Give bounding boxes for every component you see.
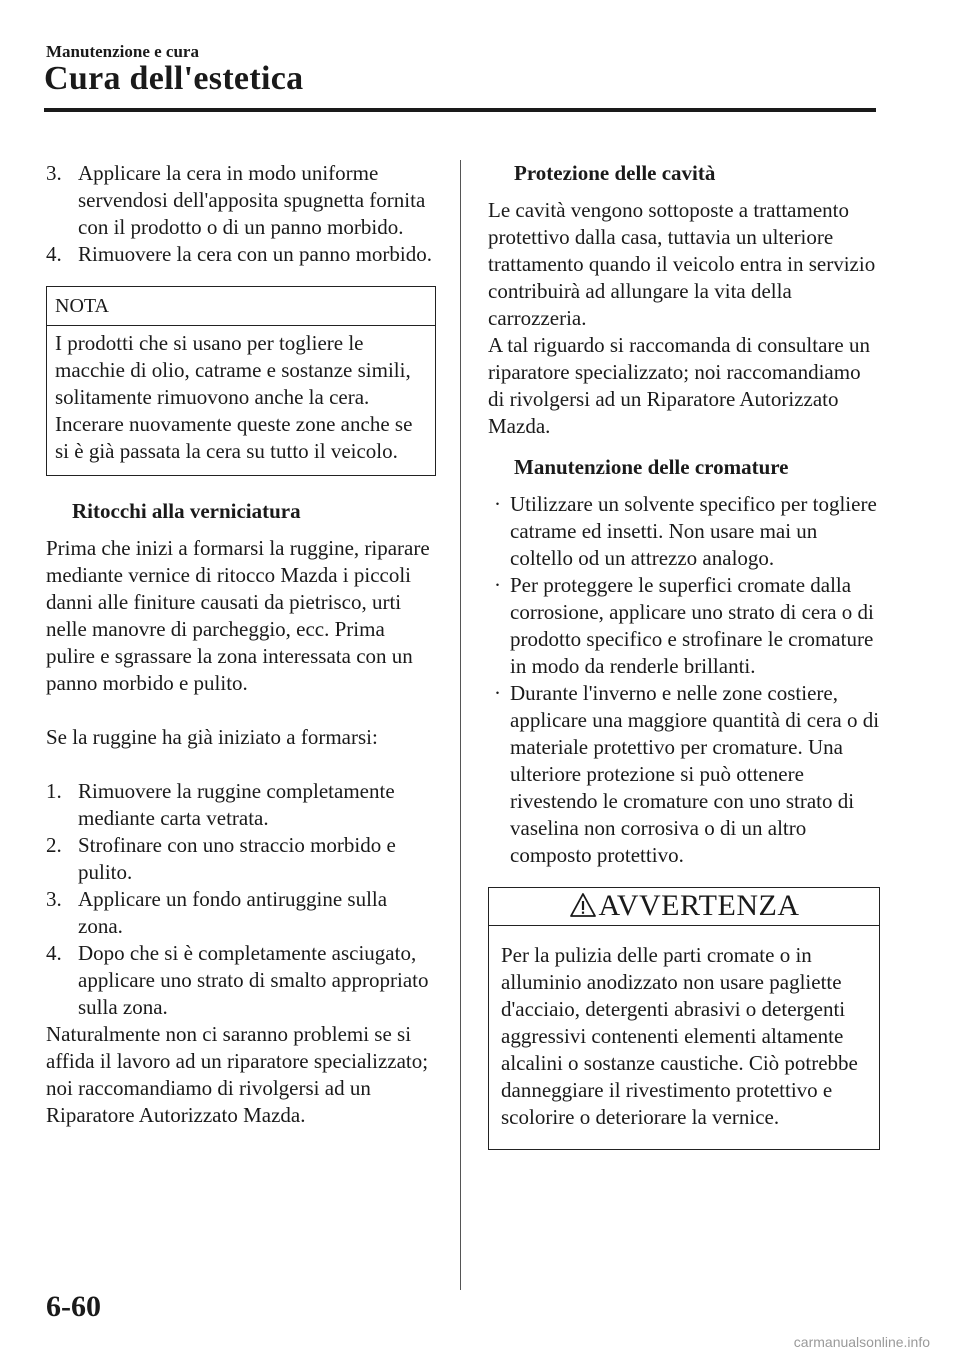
watermark: carmanualsonline.info <box>793 1334 930 1350</box>
note-text: I prodotti che si usano per togliere le macchie di olio, catrame e sostanze simili, solitamente rimuovono anche la cera. Incerare nuovamente queste zone anche se si è già passata la cera su tutto il veicolo. <box>55 331 413 463</box>
step-text: Applicare un fondo antiruggine sulla zona. <box>78 887 388 938</box>
step-text: Applicare la cera in modo uniforme servendosi dell'apposita spugnetta fornita con il prodotto o di un panno morbido. <box>78 161 426 239</box>
touchup-lead: Se la ruggine ha già iniziato a formarsi: <box>46 725 378 749</box>
cavity-paragraph-2: A tal riguardo si raccomanda di consultare un riparatore specializzato; noi raccomandiamo di rivolgersi ad un Riparatore Autorizzato Mazda. <box>488 333 870 438</box>
list-item <box>488 572 880 680</box>
list-item <box>46 778 436 832</box>
chrome-bullets <box>488 491 880 869</box>
step-number: 3. <box>46 161 62 185</box>
step-text: Rimuovere la cera con un panno morbido. <box>78 242 432 266</box>
cavity-heading: Protezione delle cavità <box>514 161 716 185</box>
page-title: Cura dell'estetica <box>44 60 304 97</box>
list-item <box>46 940 436 1021</box>
list-item <box>488 680 880 869</box>
bullet-text: Per proteggere le superfici cromate dalla corrosione, applicare uno strato di cera o di prodotto specifico e strofinare le cromature in modo da renderle brillanti. <box>510 573 874 678</box>
chrome-heading: Manutenzione delle cromature <box>514 455 789 479</box>
section-label: Manutenzione e cura <box>46 42 199 61</box>
wax-steps <box>46 160 436 268</box>
step-number: 2. <box>46 833 62 857</box>
warning-text: Per la pulizia delle parti cromate o in alluminio anodizzato non usare pagliette d'acciaio, detergenti abrasivi o detergenti aggressivi contenenti elementi altamente alcalini o sostanze caustiche. Ciò potrebbe danneggiare il rivestimento protettivo e scolorire o deteriorare la vernice. <box>501 943 858 1129</box>
cavity-paragraph-1: Le cavità vengono sottoposte a trattamento protettivo dalla casa, tuttavia un ulteriore trattamento quando il veicolo entra in servizio contribuirà ad allungare la vita della carrozzeria. <box>488 198 876 330</box>
right-column <box>488 160 880 1150</box>
step-number: 4. <box>46 941 62 965</box>
bullet-text: Utilizzare un solvente specifico per togliere catrame ed insetti. Non usare mai un coltello od un attrezzo analogo. <box>510 492 877 570</box>
note-box <box>46 286 436 476</box>
left-column <box>46 160 436 1129</box>
page-number: 6-60 <box>46 1290 101 1323</box>
warning-header <box>489 888 879 926</box>
step-number: 4. <box>46 242 62 266</box>
warning-label: AVVERTENZA <box>598 889 800 922</box>
rust-steps <box>46 778 436 1021</box>
bullet-text: Durante l'inverno e nelle zone costiere, applicare una maggiore quantità di cera o di materiale protettivo per cromature. Una ulteriore protezione si può ottenere rivestendo le cromature con uno strato di vaselina non corrosiva o di un altro composto protettivo. <box>510 681 880 867</box>
list-item <box>488 491 880 572</box>
note-label: NOTA <box>47 287 435 326</box>
touchup-intro: Prima che inizi a formarsi la ruggine, riparare mediante vernice di ritocco Mazda i piccoli danni alle finiture causati da pietrisco, urti nelle manovre di parcheggio, ecc. Prima pulire e sgrassare la zona interessata con un panno morbido e pulito. <box>46 536 430 695</box>
step-text: Dopo che si è completamente asciugato, applicare uno strato di smalto appropriato sulla zona. <box>78 941 429 1019</box>
step-text: Strofinare con uno straccio morbido e pulito. <box>78 833 396 884</box>
step-text: Rimuovere la ruggine completamente mediante carta vetrata. <box>78 779 395 830</box>
step-number: 1. <box>46 779 62 803</box>
bullet-icon: · <box>494 492 501 516</box>
touchup-heading: Ritocchi alla verniciatura <box>72 499 301 523</box>
bullet-icon: · <box>494 573 501 597</box>
list-item <box>46 160 436 241</box>
warning-triangle-icon <box>569 892 597 918</box>
header-rule <box>44 108 876 112</box>
list-item <box>46 886 436 940</box>
warning-box <box>488 887 880 1150</box>
bullet-icon: · <box>494 681 501 705</box>
touchup-closing: Naturalmente non ci saranno problemi se si affida il lavoro ad un riparatore specializzato; noi raccomandiamo di rivolgersi ad un Riparatore Autorizzato Mazda. <box>46 1022 429 1127</box>
column-divider <box>460 160 461 1290</box>
list-item <box>46 832 436 886</box>
step-number: 3. <box>46 887 62 911</box>
list-item <box>46 241 436 268</box>
